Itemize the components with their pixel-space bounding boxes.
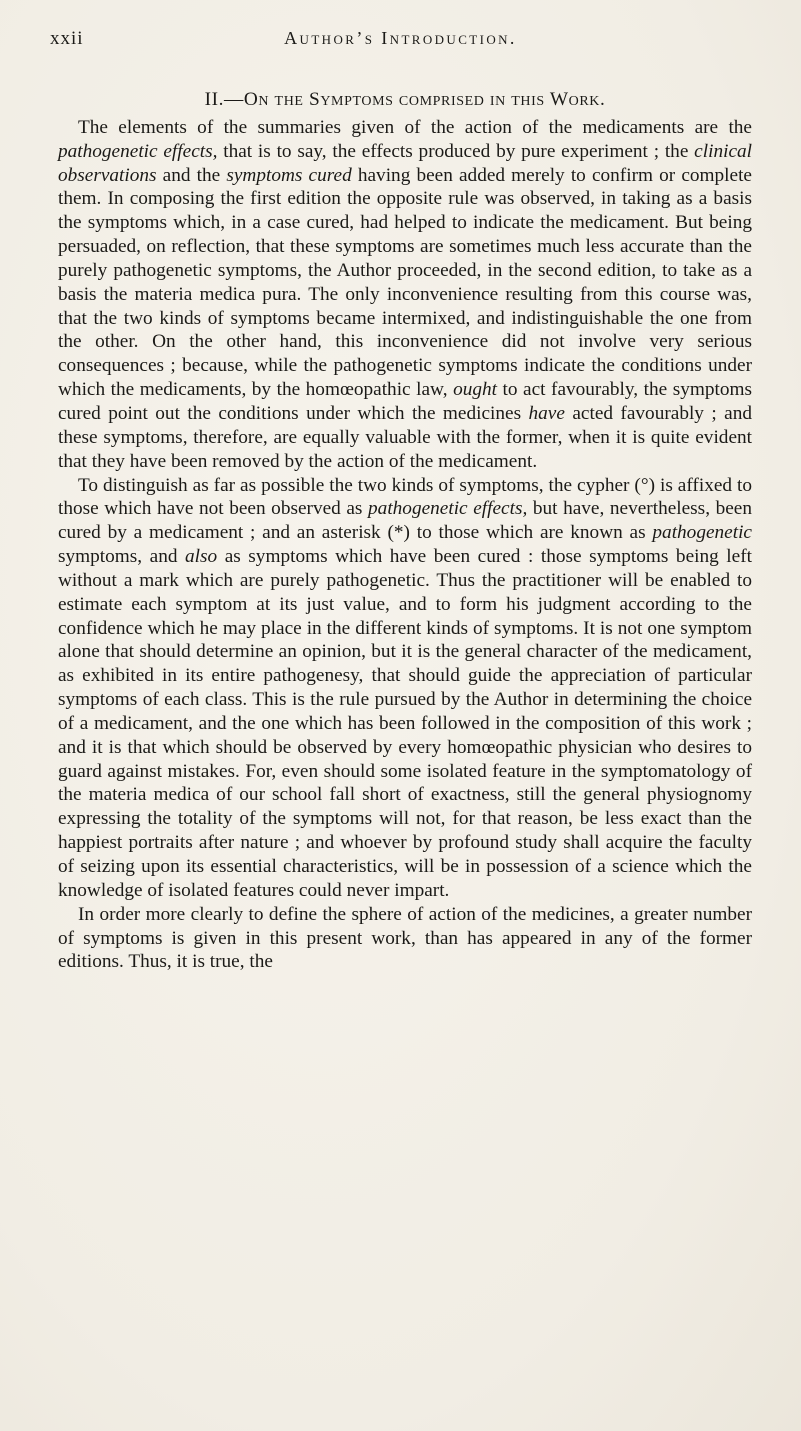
italic-text: ought	[453, 379, 497, 401]
text-run: as symptoms which have been cured : those symptoms being left without a mark which are purely pathogenetic. Thus the practitioner will be enabled to estimate each symptom at its just value, and to form his judgment according to the confidence which he may place in the different kinds of symptoms. It is not one symptom alone that should determine an opinion, but it is the general character of the medicament, as exhibited in its entire pathogenesy, that should guide the appreciation of particular symptoms of each class. This is the rule pursued by the Author in determining the choice of a medicament, and the one which has been followed in the composition of this work ; and it is that which should be observed by every homœopathic physician who desires to guard against mistakes. For, even should some isolated feature in the symptomatology of the materia medica of our school fall short of exactness, still the general physiognomy expressing the totality of the symptoms will not, for that reason, be less exact than the happiest portraits after nature ; and whoever by profound study shall acquire the faculty of seizing upon its essential characteristics, will be in possession of a science which the knowledge of isolated features could never impart.	[58, 546, 752, 901]
text-run: but have, nevertheless, been cured by a medicament ; and an asterisk (*) to those which are known as	[58, 498, 752, 544]
italic-text: symptoms cured	[226, 164, 352, 186]
text-run: In order more clearly to define the sphere of action of the medicines, a greater number of symptoms is given in this present work, than has appeared in any of the former editions. Thus, it is true, the	[58, 903, 752, 973]
italic-text: pathogenetic effects,	[58, 140, 218, 162]
running-head	[48, 28, 753, 52]
italic-text: also	[185, 546, 218, 568]
text-run: The elements of the summaries given of the action of the medicaments are the	[78, 116, 752, 138]
italic-text: have	[528, 402, 565, 424]
paragraph	[58, 474, 752, 903]
text-run: To distinguish as far as possible the two kinds of symptoms, the cypher (°) is affixed to those which have not been observed as	[58, 474, 752, 520]
text-run: having been added merely to confirm or complete them. In composing the first edition the opposite rule was observed, in taking as a basis the symptoms which, in a case cured, had helped to indicate the medicament. But being persuaded, on reflection, that these symptoms are sometimes much less accurate than the purely pathogenetic symptoms, the Author proceeded, in the second edition, to take as a basis the materia medica pura. The only inconvenience resulting from this course was, that the two kinds of symptoms became intermixed, and indistinguishable the one from the other. On the other hand, this inconvenience did not involve very serious consequences ; because, while the pathogenetic symptoms indicate the conditions under which the medicaments, by the homœopathic law,	[58, 164, 752, 401]
paragraph	[58, 903, 752, 975]
text-run: that is to say, the effects produced by pure experiment ; the	[217, 140, 695, 162]
text-run: and the	[156, 164, 227, 186]
italic-text: clinical observations	[58, 140, 752, 186]
paragraph	[58, 116, 752, 474]
text-run: to act favourably, the symptoms cured point out the conditions under which the medicines	[58, 379, 752, 424]
running-title: Author’s Introduction.	[284, 28, 517, 48]
paragraphs	[58, 116, 752, 974]
italic-text: pathogenetic	[652, 522, 752, 544]
italic-text: pathogenetic effects,	[368, 498, 528, 520]
section-heading: II.—On the Symptoms comprised in this Work.	[204, 89, 606, 110]
page-body	[58, 88, 752, 974]
page-number: xxii	[50, 28, 84, 49]
text-run: acted favourably ; and these symptoms, therefore, are equally valuable with the former, when it is quite evident that they have been removed by the action of the medicament.	[58, 402, 752, 472]
text-run: symptoms, and	[58, 546, 186, 568]
